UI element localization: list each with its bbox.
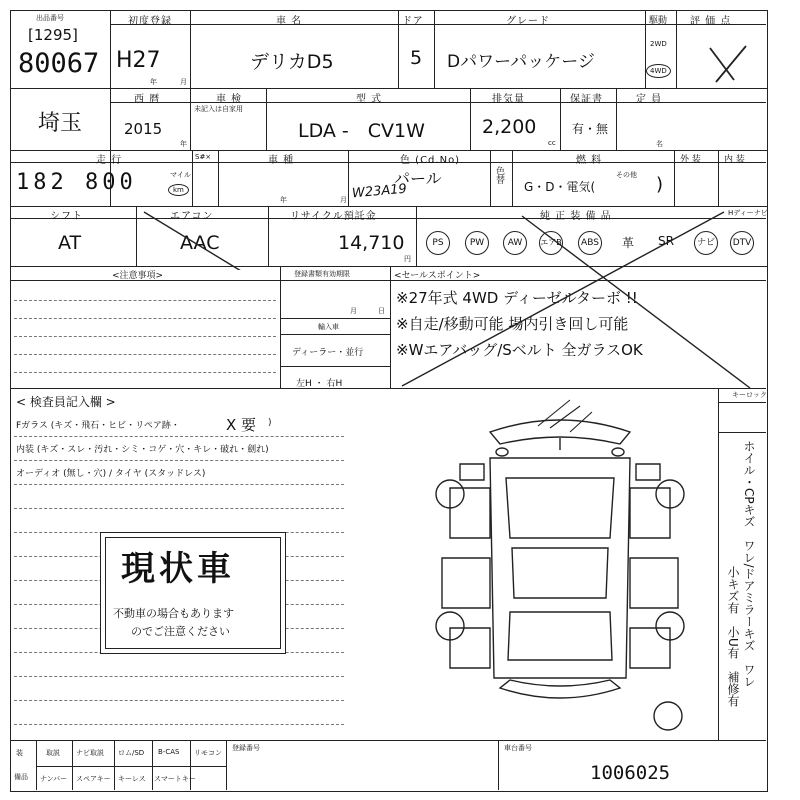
color-label: 色 (Cd.No): [400, 155, 461, 166]
model-type-label: 型 式: [356, 94, 383, 105]
door-value: 5: [410, 47, 423, 69]
doc-month-unit: 月: [350, 307, 357, 315]
handle-label: 左H ・ 右H: [296, 379, 343, 389]
model-label: 車 名: [276, 16, 303, 27]
warranty-label: 保証書: [570, 94, 603, 105]
category-month-unit: 月: [340, 196, 347, 204]
notes-label: <注意事項>: [112, 271, 164, 281]
equipment-abs: ABS: [578, 231, 602, 255]
recycle-label: リサイクル預託金: [290, 211, 377, 222]
first-registration-year-unit: 年: [150, 78, 157, 86]
sales-point-2: ※自走/移動可能 場内引き回し可能: [396, 315, 629, 333]
s-label: S#×: [195, 153, 212, 161]
region-value: 埼玉: [38, 111, 83, 136]
mileage-value: 182 800: [16, 170, 137, 195]
registration-number-label: 登録番号: [232, 744, 260, 752]
drive-label: 駆動: [649, 16, 668, 26]
grade-label: グレード: [506, 16, 550, 27]
footer-label-top: 装: [16, 749, 23, 757]
door-label: ドア: [402, 16, 424, 27]
doc-expiry-label: 登録書類有効期限: [294, 270, 350, 278]
footer-item-bcas: B-CAS: [158, 748, 180, 756]
fuel-value: G・D・電気(: [524, 180, 596, 194]
footer-item-keyless: キーレス: [118, 775, 146, 783]
inspector-title: < 検査員記入欄 >: [16, 395, 116, 409]
first-registration-value: H27: [116, 48, 161, 73]
model-value: デリカD5: [250, 51, 334, 73]
footer-label-bottom: 備品: [14, 773, 28, 781]
equipment-pw: PW: [465, 231, 489, 255]
color-code-handwritten: W23A19: [351, 181, 408, 202]
ac-label: エアコン: [170, 211, 214, 222]
equipment-airbag: エアB: [539, 231, 563, 255]
year-value: 2015: [124, 120, 163, 138]
inspector-line-2: 内装 (キズ・スレ・汚れ・シミ・コゲ・穴・キレ・破れ・劍れ): [16, 445, 269, 455]
ac-strike-mark: [136, 210, 268, 270]
inspector-line-1-mark: X 要: [226, 416, 257, 434]
warranty-value: 有・無: [572, 122, 609, 136]
equipment-leather: 革: [622, 236, 635, 250]
stamp-line-2: のでご注意ください: [131, 625, 230, 638]
lot-bracket: [1295]: [28, 26, 78, 44]
footer-item-spare-key: スペアキー: [76, 775, 111, 783]
footer-item-remote: リモコン: [194, 749, 222, 757]
mileage-label: 走 行: [96, 155, 123, 166]
drive-4wd-circled: 4WD: [646, 64, 671, 78]
footer-item-rom-sd: ロム/SD: [118, 749, 145, 757]
inspector-line-1: Fガラス (キズ・飛石・ヒビ・リペア跡・: [16, 421, 180, 431]
equipment-label: 純 正 装 備 品: [540, 211, 612, 222]
mileage-unit-mile: マイル: [170, 171, 191, 179]
shift-value: AT: [58, 232, 82, 254]
score-label: 評 価 点: [690, 16, 732, 27]
grade-value: Dパワーパッケージ: [447, 52, 595, 72]
capacity-unit: 名: [656, 140, 663, 148]
color-value: パール: [394, 169, 442, 188]
exterior-label: 外 装: [680, 155, 701, 165]
side-note-1: ホイル・CPキズ ワレ/ドアミラーキズ ワレ: [742, 440, 756, 688]
year-label: 西 暦: [134, 94, 161, 105]
lot-number-label: 出品番号: [36, 14, 64, 22]
ac-value: AAC: [180, 232, 220, 254]
inspector-line-3: オーディオ (無し・穴) / タイヤ (スタッドレス): [16, 469, 206, 479]
equipment-sunroof: SR: [658, 234, 674, 248]
doc-day-unit: 日: [378, 307, 385, 315]
inspector-line-1-close: ): [268, 418, 272, 428]
equipment-dtv: DTV: [730, 231, 754, 255]
score-x-mark: [690, 40, 760, 86]
inspection-note: 未記入は自家用: [194, 105, 243, 113]
interior-label: 内 装: [724, 155, 745, 165]
footer-item-manual: 取説: [46, 749, 60, 757]
stamp-line-1: 不動車の場合もあります: [113, 607, 234, 620]
sales-point-1: ※27年式 4WD ディーゼルターボ !!: [396, 289, 638, 307]
drive-2wd: 2WD: [650, 40, 667, 48]
middle-strike-mark: [390, 210, 766, 390]
footer-item-navi-manual: ナビ取説: [76, 749, 104, 757]
recycle-value: 14,710: [338, 232, 405, 254]
keylock-label: キーロック: [732, 391, 767, 399]
footer-item-smart-key: スマートキー: [154, 775, 196, 783]
chassis-number-label: 車台番号: [504, 744, 532, 752]
model-type-value: LDA - CV1W: [298, 120, 425, 142]
side-note-2: 小キズ有 小U有 補修有: [726, 566, 740, 707]
year-unit: 年: [180, 140, 187, 148]
chassis-number-value: 1006025: [590, 762, 671, 784]
stamp-title: 現状車: [121, 549, 235, 589]
equipment-aw: AW: [503, 231, 527, 255]
category-year-unit: 年: [280, 196, 287, 204]
displacement-label: 排気量: [492, 94, 525, 105]
car-damage-diagram: [420, 398, 700, 738]
displacement-unit: cc: [548, 139, 556, 147]
recycle-unit: 円: [404, 255, 411, 263]
equipment-navi: ナビ: [694, 231, 718, 255]
as-is-stamp: [100, 532, 286, 654]
first-registration-label: 初度登録: [128, 16, 172, 27]
footer-item-number: ナンバー: [40, 775, 68, 783]
capacity-label: 定 員: [636, 94, 663, 105]
equipment-ps: PS: [426, 231, 450, 255]
shift-label: シフト: [50, 211, 83, 222]
fuel-close: ): [656, 174, 664, 195]
dealer-label: ディーラー・並行: [292, 348, 364, 358]
sales-point-3: ※Wエアバッグ/Sベルト 全ガラスOK: [396, 341, 643, 359]
sales-points-label: <セールスポイント>: [394, 271, 481, 281]
inspection-label: 車 検: [216, 94, 243, 105]
color-change-label: 色替: [494, 166, 504, 184]
category-label: 車 種: [268, 155, 295, 166]
hdd-label: Hディーナビ: [728, 209, 768, 217]
displacement-value: 2,200: [482, 116, 537, 138]
first-registration-month-unit: 月: [180, 78, 187, 86]
fuel-other: その他: [616, 171, 637, 179]
import-label: 輸入車: [318, 323, 339, 331]
fuel-label: 燃 料: [576, 155, 603, 166]
lot-number: 80067: [18, 48, 100, 79]
mileage-unit-km: km: [168, 184, 189, 196]
